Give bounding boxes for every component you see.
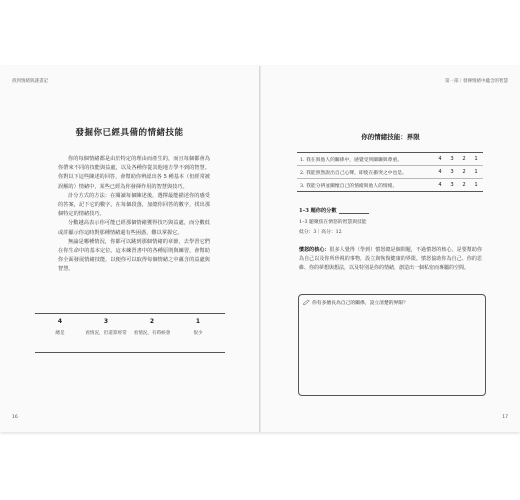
section-title: 你的情緒技能：界限	[361, 133, 420, 141]
scale-option	[173, 314, 223, 338]
running-head-left: 找到情緒與謎書記	[12, 79, 48, 84]
table-row	[297, 178, 483, 191]
score-option[interactable]: 1	[474, 182, 478, 188]
score-heading: 1–3 題你的分數	[299, 207, 369, 214]
right-page	[261, 66, 520, 432]
page-title: 發掘你已經具備的情緒技能	[75, 128, 184, 138]
scale-option	[127, 314, 177, 338]
score-option[interactable]: 4	[438, 182, 442, 188]
score-option[interactable]: 4	[438, 169, 442, 175]
paragraph: 你的每個情緒都是由於特定的理由而產生的，而且每個都會為你帶來不同的技能與益處，以及各種你從其他地方學不到的智慧。你對以下這些陳述的回答，會幫助你辨認出各 5 種基本（但經常被誤解的）情緒中，某些已經為你發揮作用的智慧與技巧。	[58, 156, 210, 190]
score-option[interactable]: 3	[450, 169, 454, 175]
reflection-box[interactable]	[298, 294, 486, 396]
item-text: 3. 我能分辨並關懷自己的情緒與他人的情緒。	[300, 184, 398, 189]
wisdom-text: 很多人覺得（學到）憤怒總是個問題，不過憤怒的核心，是要幫助你為自己以及你所珍視的事物，設立與恢復健康的界限。憤怒協助你為自己、你的思維、你的夢想與想法，以及特別是你的情緒，創造出一個私密而專屬的空間。	[299, 247, 482, 271]
table-row	[297, 165, 483, 178]
wisdom-lead: 憤怒的核心：	[299, 247, 330, 253]
score-option[interactable]: 3	[450, 156, 454, 162]
score-option[interactable]: 2	[462, 169, 466, 175]
rating-scale	[35, 313, 225, 353]
score-option[interactable]: 2	[462, 156, 466, 162]
paragraph: 分數越高表示你可能已經那個情緒獲得技巧與益處，而分數低或許顯示你這時對那種情緒還有些困惑，難以掌握它。	[58, 220, 210, 236]
score-option[interactable]: 1	[474, 156, 478, 162]
running-head-right: 第一部｜發揮情緒中蘊含的智慧	[445, 79, 508, 84]
scale-number: 4	[57, 318, 63, 325]
score-option[interactable]: 3	[450, 182, 454, 188]
questionnaire-table	[297, 152, 483, 192]
score-option[interactable]: 4	[438, 156, 442, 162]
score-option[interactable]: 2	[462, 182, 466, 188]
page-number-right: 17	[502, 415, 508, 420]
score-description: 1–3 題聚焦在憤怒的智慧與技能	[299, 220, 367, 225]
paragraph: 無論是哪種情況，你都可以跳到那個情緒的章節，去學習它們在你生命中的基本定位。這本練習書中的各種原則與練習，會幫助你全面發展情緒技能，以便你可以取得每個情緒之中蘊含的益處與智慧。	[58, 238, 210, 273]
pencil-icon	[303, 299, 310, 305]
scale-number: 2	[149, 318, 155, 325]
score-option[interactable]: 1	[474, 169, 478, 175]
scale-number: 1	[195, 318, 201, 325]
scale-label: 看情況，有時候會	[133, 331, 171, 336]
left-page	[0, 66, 259, 432]
scale-number: 3	[103, 318, 109, 325]
score-blank[interactable]	[339, 213, 369, 214]
scale-label: 很少	[193, 331, 203, 336]
scale-option	[35, 314, 85, 338]
page-number-left: 16	[12, 415, 18, 420]
wisdom-paragraph	[299, 246, 482, 273]
paragraph: 計分方式的方法：在閱讀每個陳述後，選擇最能描述你的感受的答案，記下它的數字。在每個段落，加總你回答的數字，找出那個特定的情緒技巧。	[58, 192, 210, 218]
scale-label: 看情況，但還算經常	[85, 331, 127, 336]
score-range: 低分：3｜高分：12	[299, 230, 342, 235]
reflection-prompt: 你有多擅長為自己的關係，設立清楚的界限？	[312, 301, 408, 306]
scale-label: 總是	[55, 331, 65, 336]
item-text: 1. 我在與他人的關係中，感覺受到關聯與尊重。	[300, 158, 403, 163]
body-text	[58, 155, 210, 275]
table-row	[297, 153, 483, 165]
scale-option	[81, 314, 131, 338]
item-text: 2. 我能照然說出自己心聲，即使在衝突之中也是。	[300, 171, 407, 176]
